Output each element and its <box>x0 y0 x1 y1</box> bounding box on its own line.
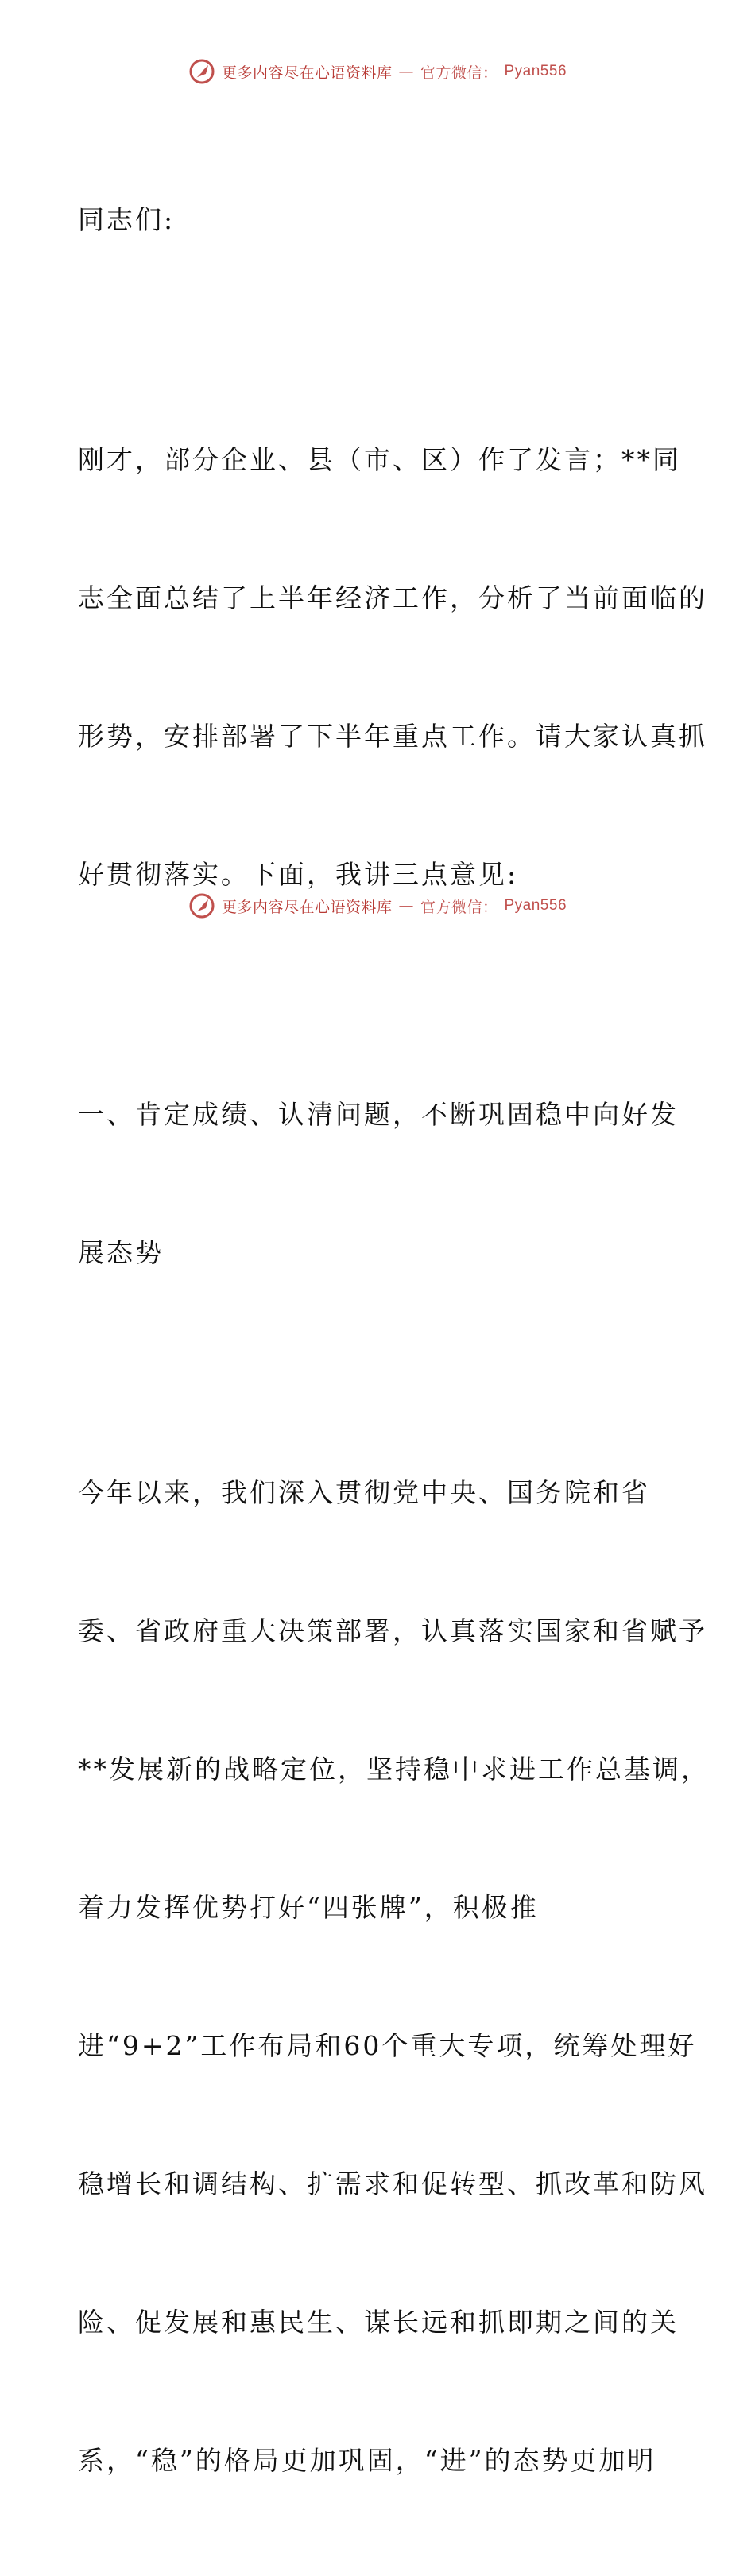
watermark-wechat-label: 官方微信： <box>420 898 498 916</box>
body-line: 委、省政府重大决策部署，认真落实国家和省赋予 <box>78 1615 707 1646</box>
body-line: 稳增长和调结构、扩需求和促转型、抓改革和防风 <box>78 2168 707 2199</box>
body-paragraph <box>78 1378 710 2576</box>
watermark-wechat-label: 官方微信： <box>420 64 498 82</box>
watermark-separator: — <box>398 897 414 915</box>
watermark-wechat-id: Pyan556 <box>504 897 567 914</box>
footer-watermark <box>0 890 755 922</box>
watermark-main-text: 更多内容尽在心语资料库 <box>221 898 393 916</box>
watermark-main-text: 更多内容尽在心语资料库 <box>221 64 393 82</box>
salutation: 同志们: <box>78 204 176 235</box>
watermark-separator: — <box>398 63 414 80</box>
quill-logo-icon <box>188 892 215 919</box>
watermark-wechat-id: Pyan556 <box>504 63 567 79</box>
intro-line: 志全面总结了上半年经济工作，分析了当前面临的 <box>78 582 707 613</box>
heading-line: 一、肯定成绩、认清问题，不断巩固稳中向好发 <box>78 1099 679 1130</box>
heading-line: 展态势 <box>78 1237 164 1268</box>
body-line: 险、促发展和惠民生、谋长远和抓即期之间的关 <box>78 2307 679 2338</box>
body-line: 系，“稳”的格局更加巩固，“进”的态势更加明 <box>78 2445 656 2476</box>
body-line: 今年以来，我们深入贯彻党中央、国务院和省 <box>78 1477 650 1508</box>
body-line: **发展新的战略定位，坚持稳中求进工作总基调， <box>78 1754 710 1785</box>
section-heading <box>78 1000 682 1368</box>
body-line: 着力发挥优势打好“四张牌”，积极推 <box>78 1892 539 1923</box>
quill-logo-icon <box>188 58 215 85</box>
intro-line: 好贯彻落实。下面，我讲三点意见: <box>78 859 519 890</box>
intro-line: 形势，安排部署了下半年重点工作。请大家认真抓 <box>78 721 707 752</box>
intro-line: 刚才，部分企业、县（市、区）作了发言；**同 <box>78 444 681 475</box>
body-line: 进“9+2”工作布局和60个重大专项，统筹处理好 <box>78 2030 697 2061</box>
document-body <box>78 95 710 2576</box>
header-watermark <box>0 56 755 87</box>
